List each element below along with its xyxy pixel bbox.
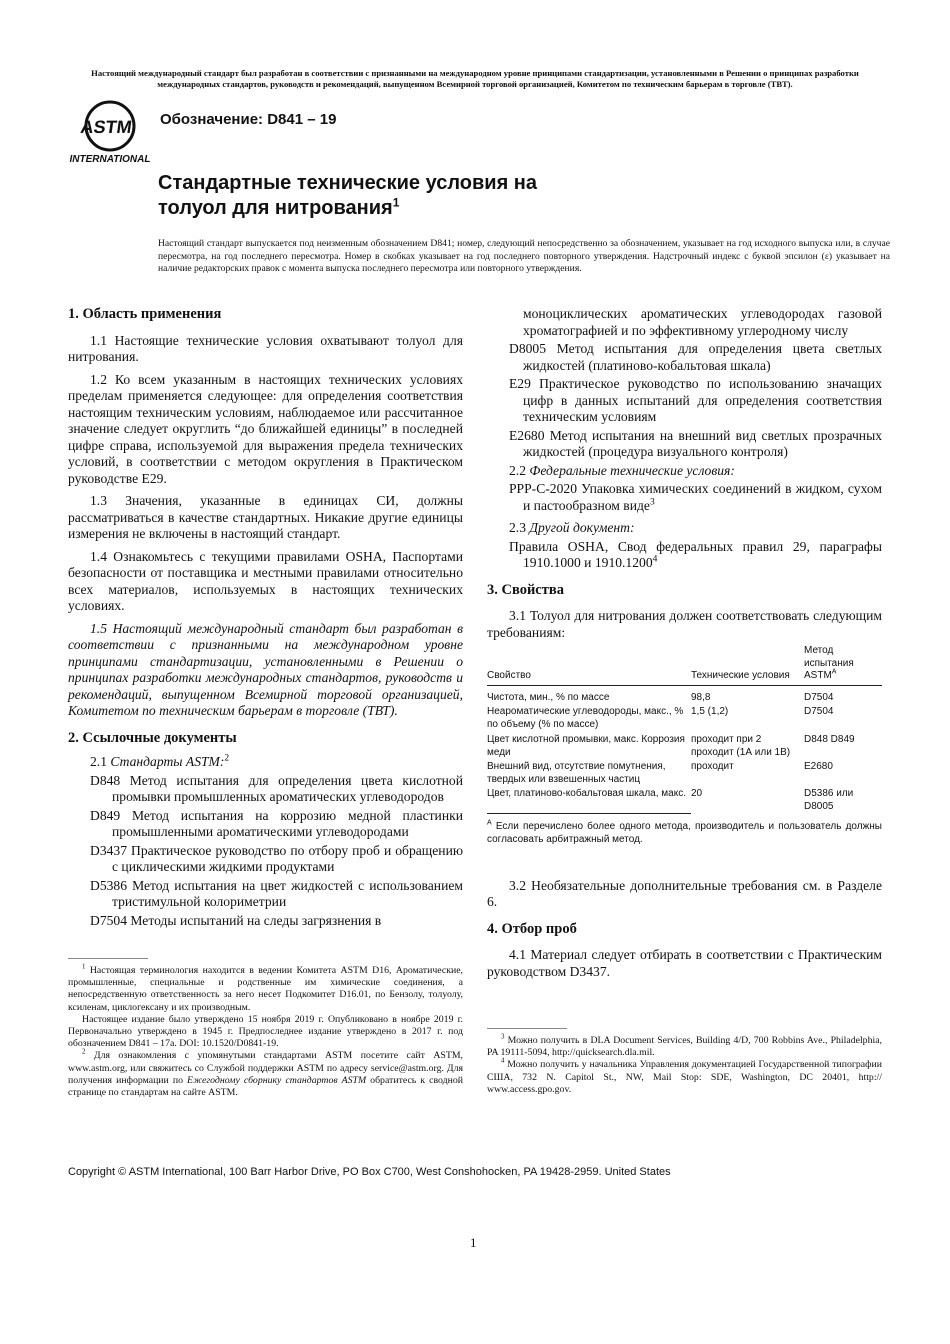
para-3-1: 3.1 Толуол для нитрования должен соответствовать следующим требованиям:	[487, 608, 882, 640]
issuance-note: Настоящий стандарт выпускается под неизменным обозначением D841; номер, следующий непосредственно за обозначением, указывает на год исходного выпуска или, в случае пересмотра, на год последнего пересмотра. Номер в скобках указывает на год последнего повторного утверждения. Надстрочный индекс с буквой эпсилон (ε) указывает на наличие редакторских правок с момента выпуска последнего пересмотра или повторного утверждения.	[158, 238, 890, 274]
page-number: 1	[470, 1235, 477, 1250]
left-footnotes	[68, 958, 463, 1099]
table-header-cell: Свойство	[487, 645, 691, 685]
para-1-5: 1.5 Настоящий международный стандарт был разработан в соответствии с признанными на международном уровне принципами стандартизации, установленными в Решении о принципах разработки международных стандартов, руководств и рекомендаций, выпущенном Всемирной торговой организацией, Комитетом по техническим барьерам в торговле (ТВТ).	[68, 620, 463, 718]
para-1-1: 1.1 Настоящие технические условия охватывают толуол для нитрования.	[68, 332, 463, 364]
ref-ppp: PPP-C-2020 Упаковка химических соединений в жидком, сухом и пастообразном виде$^3$	[509, 481, 882, 513]
ref-d848: D848 Метод испытания для определения цвета кислотной промывки промышленных ароматических углеводородов	[90, 772, 463, 804]
ref-d5386: D5386 Метод испытания на цвет жидкостей с использованием тристимульной колориметрии	[90, 877, 463, 909]
ref-d7504: D7504 Методы испытаний на следы загрязнения в	[90, 912, 382, 928]
para-4-1: 4.1 Материал следует отбирать в соответствии с Практическим руководством D3437.	[487, 947, 882, 979]
astm-logo	[66, 100, 154, 166]
right-footnotes	[487, 1028, 882, 1096]
footnote-3: $^3$ Можно получить в DLA Document Services, Building 4/D, 700 Robbins Ave., Philadelphia, PA 19111-5094, http://quicksearch.dla.mil.	[487, 1033, 882, 1059]
para-2-2: 2.2 Федеральные технические условия:	[509, 462, 735, 478]
section-4-heading: 4. Отбор проб	[487, 920, 577, 937]
para-1-3: 1.3 Значения, указанные в единицах СИ, должны рассматриваться в качестве стандартных. Никакие другие единицы измерения не включены в настоящий стандарт.	[68, 493, 463, 541]
footnote-1: $^1$ Настоящая терминология находится в ведении Комитета ASTM D16, Ароматические, промышленные, специальные и родственные им химические соединения, а непосредственную ответственность за него несет Подкомитет D16.01, по Бензолу, толуолу, ксиленам, циклогексану и их производным.	[68, 963, 463, 1013]
table-row: Чистота, мин., % по массе 98,8 D7504	[487, 691, 834, 703]
right-column	[487, 306, 882, 980]
para-3-2: 3.2 Необязательные дополнительные требования см. в Разделе 6.	[487, 877, 882, 909]
footnote-1b: Настоящее издание было утверждено 15 ноября 2019 г. Опубликовано в ноябре 2019 г. Первоначально утверждено в 1945 г. Предпоследнее издание утверждено в 2017 г. под обозначением D841 – 17a. DOI: 10.1520/D0841-19.	[68, 1013, 463, 1050]
table-header-cell: Технические условия	[691, 645, 804, 685]
table-row: Неароматические углеводороды, макс., % по объему (% по массе) 1,5 (1,2) D7504	[487, 706, 834, 730]
ref-d8005: D8005 Метод испытания для определения цвета светлых жидкостей (платиново-кобальтовая шкала)	[509, 341, 882, 373]
ref-e2680: E2680 Метод испытания на внешний вид светлых прозрачных жидкостей (процедура визуального контроля)	[509, 427, 882, 459]
table-header-row	[487, 645, 882, 685]
ref-e29: E29 Практическое руководство по использованию значащих цифр в данных испытаний для определения соответствия техническим условиям	[509, 376, 882, 424]
para-1-4: 1.4 Ознакомьтесь с текущими правилами OSHA, Паспортами безопасности от поставщика и местными правилами относительно всех материалов, используемых в настоящих технических условиях.	[68, 548, 463, 613]
para-2-1: 2.1 Стандарты ASTM:$^2$	[90, 753, 230, 769]
table-row: Цвет кислотной промывки, макс. Коррозия меди проходит при 2 проходит (1А или 1В) D848 D849	[487, 734, 855, 758]
ref-d7504-cont: моноциклических ароматических углеводородах газовой хроматографией и по эффективному углеродному числу	[523, 306, 882, 338]
section-2-heading: 2. Ссылочные документы	[68, 729, 237, 746]
svg-text:ASTM: ASTM	[79, 117, 134, 137]
page-title: Стандартные технические условия на толуол для нитрования$^1$	[158, 172, 538, 219]
section-3-heading: 3. Свойства	[487, 581, 564, 598]
para-1-2: 1.2 Ко всем указанным в настоящих технических условиях пределам применяется следующее: для определения соответствия настоящим техническим условиям, наблюдаемое или рассчитанное значение следует округлить “до ближайшей единицы” в последней цифре справа, используемой для выражения предела технических условий, в соответствии с методом округления в Практическом руководстве E29.	[68, 371, 463, 486]
copyright: Copyright © ASTM International, 100 Barr Harbor Drive, PO Box C700, West Conshohocken, PA 19428-2959. United States	[68, 1166, 671, 1178]
footnote-2: $^2$ Для ознакомления с упомянутыми стандартами ASTM посетите сайт ASTM, www.astm.org, или свяжитесь со Службой поддержки ASTM по адресу service@astm.org. Для получения информации по Ежегодному сборнику стандартов ASTM обратитесь к сводной странице по стандартам на сайте ASTM.	[68, 1049, 463, 1099]
properties-table	[487, 645, 882, 814]
ref-d849: D849 Метод испытания на коррозию медной пластинки промышленными ароматическими углеводородами	[90, 807, 463, 839]
ref-osha: Правила OSHA, Свод федеральных правил 29, параграфы 1910.1000 и 1910.1200$^4$	[509, 538, 882, 570]
footnote-4: $^4$ Можно получить у начальника Управления документацией Государственной типографии США, 732 N. Capitol St., NW, Mail Stop: SDE, Washington, DC 20401, http:// www.access.gpo.gov.	[487, 1058, 882, 1095]
table-row: Цвет, платиново-кобальтовая шкала, макс. 20 D5386 или D8005	[487, 788, 854, 812]
designation: Обозначение: D841 – 19	[160, 111, 337, 128]
left-column	[68, 306, 463, 929]
section-1-heading: 1. Область применения	[68, 306, 222, 322]
table-row: Внешний вид, отсутствие помутнения, твердых или взвешенных частиц проходит E2680	[487, 761, 833, 785]
footnote-rule	[68, 958, 148, 959]
footnote-rule	[487, 1028, 567, 1029]
header-notice: Настоящий международный стандарт был разработан в соответствии с признанными на международном уровне принципами стандартизации, установленными в Решении о принципах разработки международных стандартов, руководств и рекомендаций, выпущенном Всемирной торговой организацией, Комитетом по техническим барьерам в торговле (ТВТ).	[91, 68, 859, 89]
logo-text: INTERNATIONAL	[69, 154, 151, 165]
para-2-3: 2.3 Другой документ:	[509, 520, 635, 535]
table-note: $^A$ Если перечислено более одного метода, производитель и пользователь должны согласовать арбитражный метод.	[487, 819, 882, 845]
table-header-cell: Метод испытания $ASTM^A$	[804, 645, 882, 685]
ref-d3437: D3437 Практическое руководство по отбору проб и обращению с циклическими жидкими продуктами	[90, 842, 463, 874]
